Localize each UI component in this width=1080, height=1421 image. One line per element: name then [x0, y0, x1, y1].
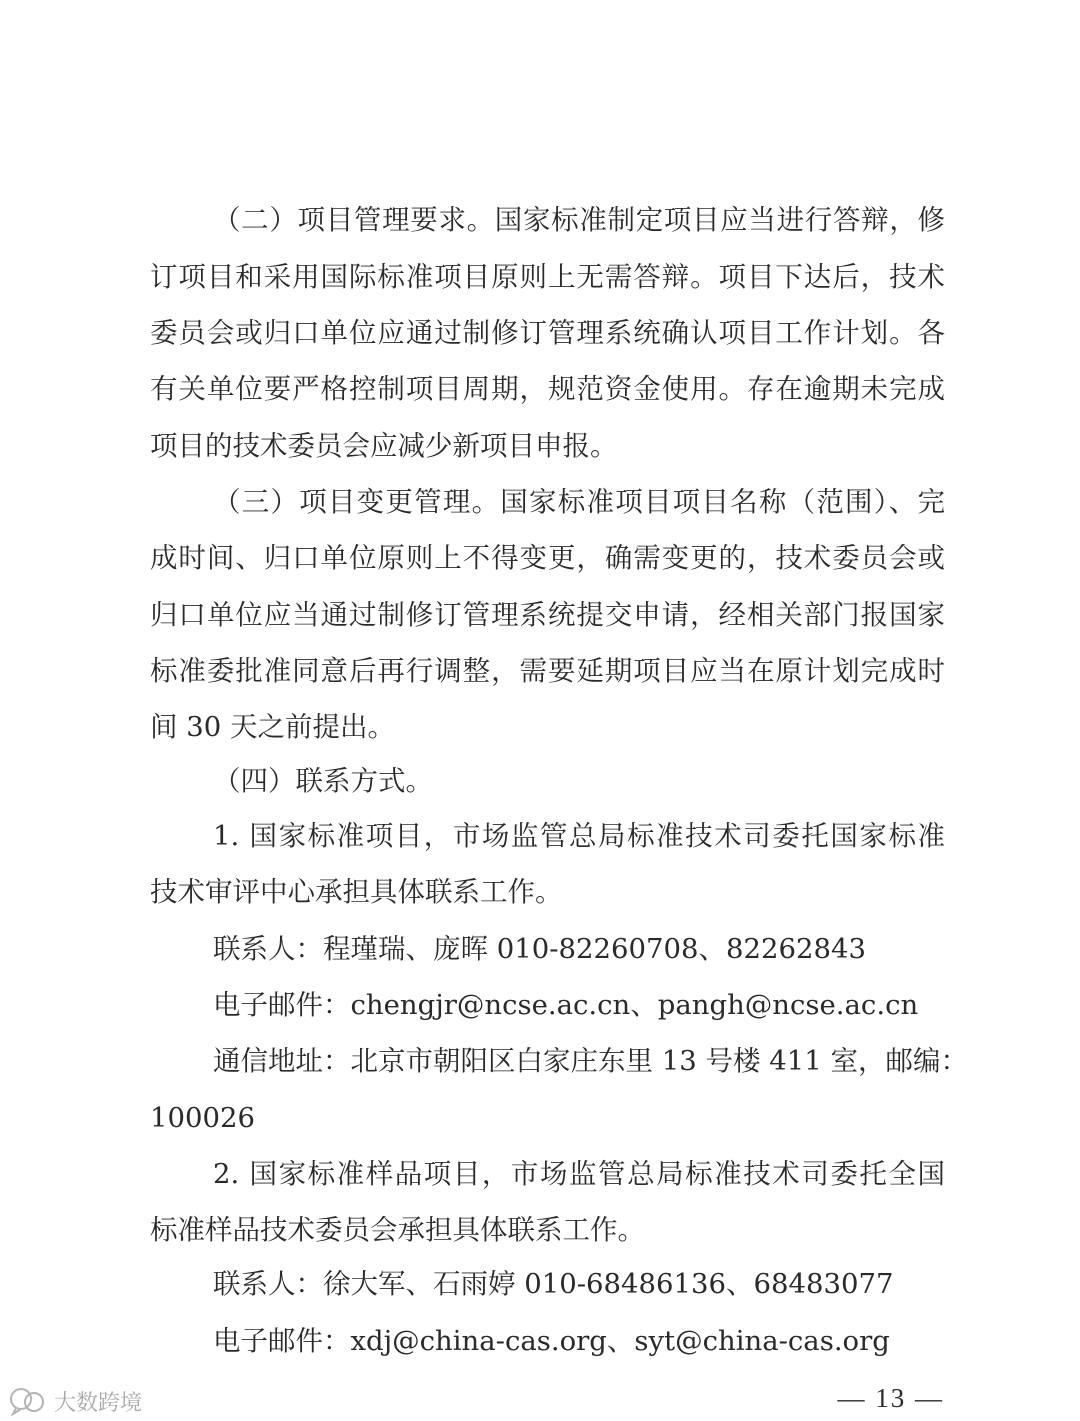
item-2-contact: 联系人：徐大军、石雨婷 010-68486136、68483077 [213, 1268, 894, 1300]
item-1-address: 通信地址：北京市朝阳区白家庄东里 13 号楼 411 室，邮编： [213, 1045, 968, 1077]
paragraph-3-line-1: （三）项目变更管理。国家标准项目项目名称（范围）、完 [213, 486, 945, 518]
watermark [8, 1384, 142, 1418]
item-1-email: 电子邮件：chengjr@ncse.ac.cn、pangh@ncse.ac.cn [213, 989, 919, 1021]
paragraph-3-line-3: 归口单位应当通过制修订管理系统提交申请，经相关部门报国家 [150, 599, 945, 631]
paragraph-3-line-4: 标准委批准同意后再行调整，需要延期项目应当在原计划完成时 [150, 655, 945, 687]
section-4-heading: （四）联系方式。 [213, 765, 433, 797]
item-1-line-1: 1. 国家标准项目，市场监管总局标准技术司委托国家标准 [213, 820, 945, 852]
item-2-line-1: 2. 国家标准样品项目，市场监管总局标准技术司委托全国 [213, 1158, 945, 1190]
chat-bubble-logo-icon [8, 1386, 48, 1416]
watermark-text: 大数跨境 [54, 1390, 143, 1416]
item-1-line-2: 技术审评中心承担具体联系工作。 [150, 876, 563, 908]
paragraph-2-line-5: 项目的技术委员会应减少新项目申报。 [150, 430, 618, 462]
page-number: — 13 — [837, 1383, 944, 1413]
item-1-postcode: 100026 [150, 1102, 255, 1134]
paragraph-2-line-3: 委员会或归口单位应通过制修订管理系统确认项目工作计划。各 [150, 317, 945, 349]
paragraph-3-line-5: 间 30 天之前提出。 [150, 711, 395, 743]
paragraph-2-line-4: 有关单位要严格控制项目周期，规范资金使用。存在逾期未完成 [150, 373, 945, 405]
paragraph-3-line-2: 成时间、归口单位原则上不得变更，确需变更的，技术委员会或 [150, 542, 945, 574]
paragraph-2-line-1: （二）项目管理要求。国家标准制定项目应当进行答辩，修 [213, 204, 945, 236]
item-1-contact: 联系人：程瑾瑞、庞晖 010-82260708、82262843 [213, 933, 866, 965]
item-2-email: 电子邮件：xdj@china-cas.org、syt@china-cas.org [213, 1325, 890, 1357]
item-2-line-2: 标准样品技术委员会承担具体联系工作。 [150, 1214, 645, 1246]
paragraph-2-line-2: 订项目和采用国际标准项目原则上无需答辩。项目下达后，技术 [150, 261, 945, 293]
